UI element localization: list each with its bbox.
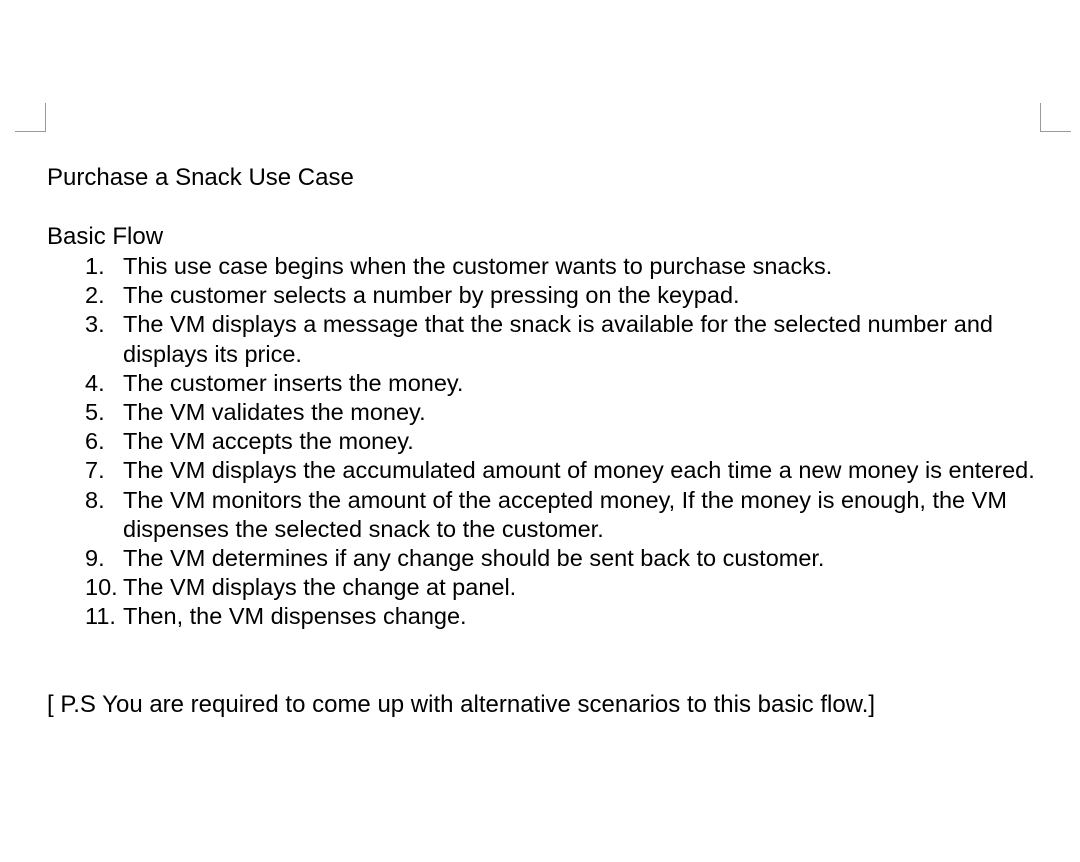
list-item-number: 8. (85, 486, 105, 513)
list-item (0, 252, 1080, 281)
list-item-text: The VM monitors the amount of the accepted money, If the money is enough, the VM dispenses the selected snack to the customer. (123, 486, 1007, 542)
list-item (0, 310, 1080, 368)
list-item-number: 5. (85, 399, 105, 426)
list-item-number: 2. (85, 282, 105, 309)
list-item-number: 7. (85, 457, 105, 484)
list-item-text: The VM determines if any change should be sent back to customer. (123, 545, 825, 572)
list-item-number: 3. (85, 311, 105, 338)
list-item (0, 544, 1080, 573)
list-item-text: The VM displays a message that the snack is available for the selected number and displays its price. (123, 311, 993, 367)
list-item-number: 1. (85, 253, 105, 279)
list-item-number: 4. (85, 369, 105, 396)
section-heading: Basic Flow (47, 223, 164, 250)
list-item (0, 456, 1080, 485)
list-item (0, 573, 1080, 602)
list-item-number: 11. (85, 603, 116, 630)
list-item-text: The VM validates the money. (123, 399, 426, 426)
list-item-text: This use case begins when the customer wants to purchase snacks. (123, 253, 833, 279)
assignment-note: [ P.S You are required to come up with alternative scenarios to this basic flow.] (47, 691, 876, 718)
list-item (0, 281, 1080, 310)
list-item-number: 9. (85, 545, 105, 572)
list-item-text: The VM displays the change at panel. (123, 574, 517, 601)
list-item-text: The VM accepts the money. (123, 428, 414, 455)
list-item-text: Then, the VM dispenses change. (123, 603, 467, 630)
list-item-number: 10. (85, 574, 118, 601)
page-corner-mark-left (15, 103, 46, 132)
list-item-text: The customer inserts the money. (123, 369, 464, 396)
list-item (0, 398, 1080, 427)
list-item (0, 427, 1080, 456)
basic-flow-list (0, 252, 1080, 632)
list-item (0, 486, 1080, 544)
page-corner-mark-right (1040, 103, 1071, 132)
document-title: Purchase a Snack Use Case (47, 164, 354, 191)
list-item (0, 369, 1080, 398)
list-item-number: 6. (85, 428, 105, 455)
list-item-text: The customer selects a number by pressing on the keypad. (123, 282, 740, 309)
list-item-text: The VM displays the accumulated amount of money each time a new money is entered. (123, 457, 1035, 484)
list-item (0, 602, 1080, 631)
